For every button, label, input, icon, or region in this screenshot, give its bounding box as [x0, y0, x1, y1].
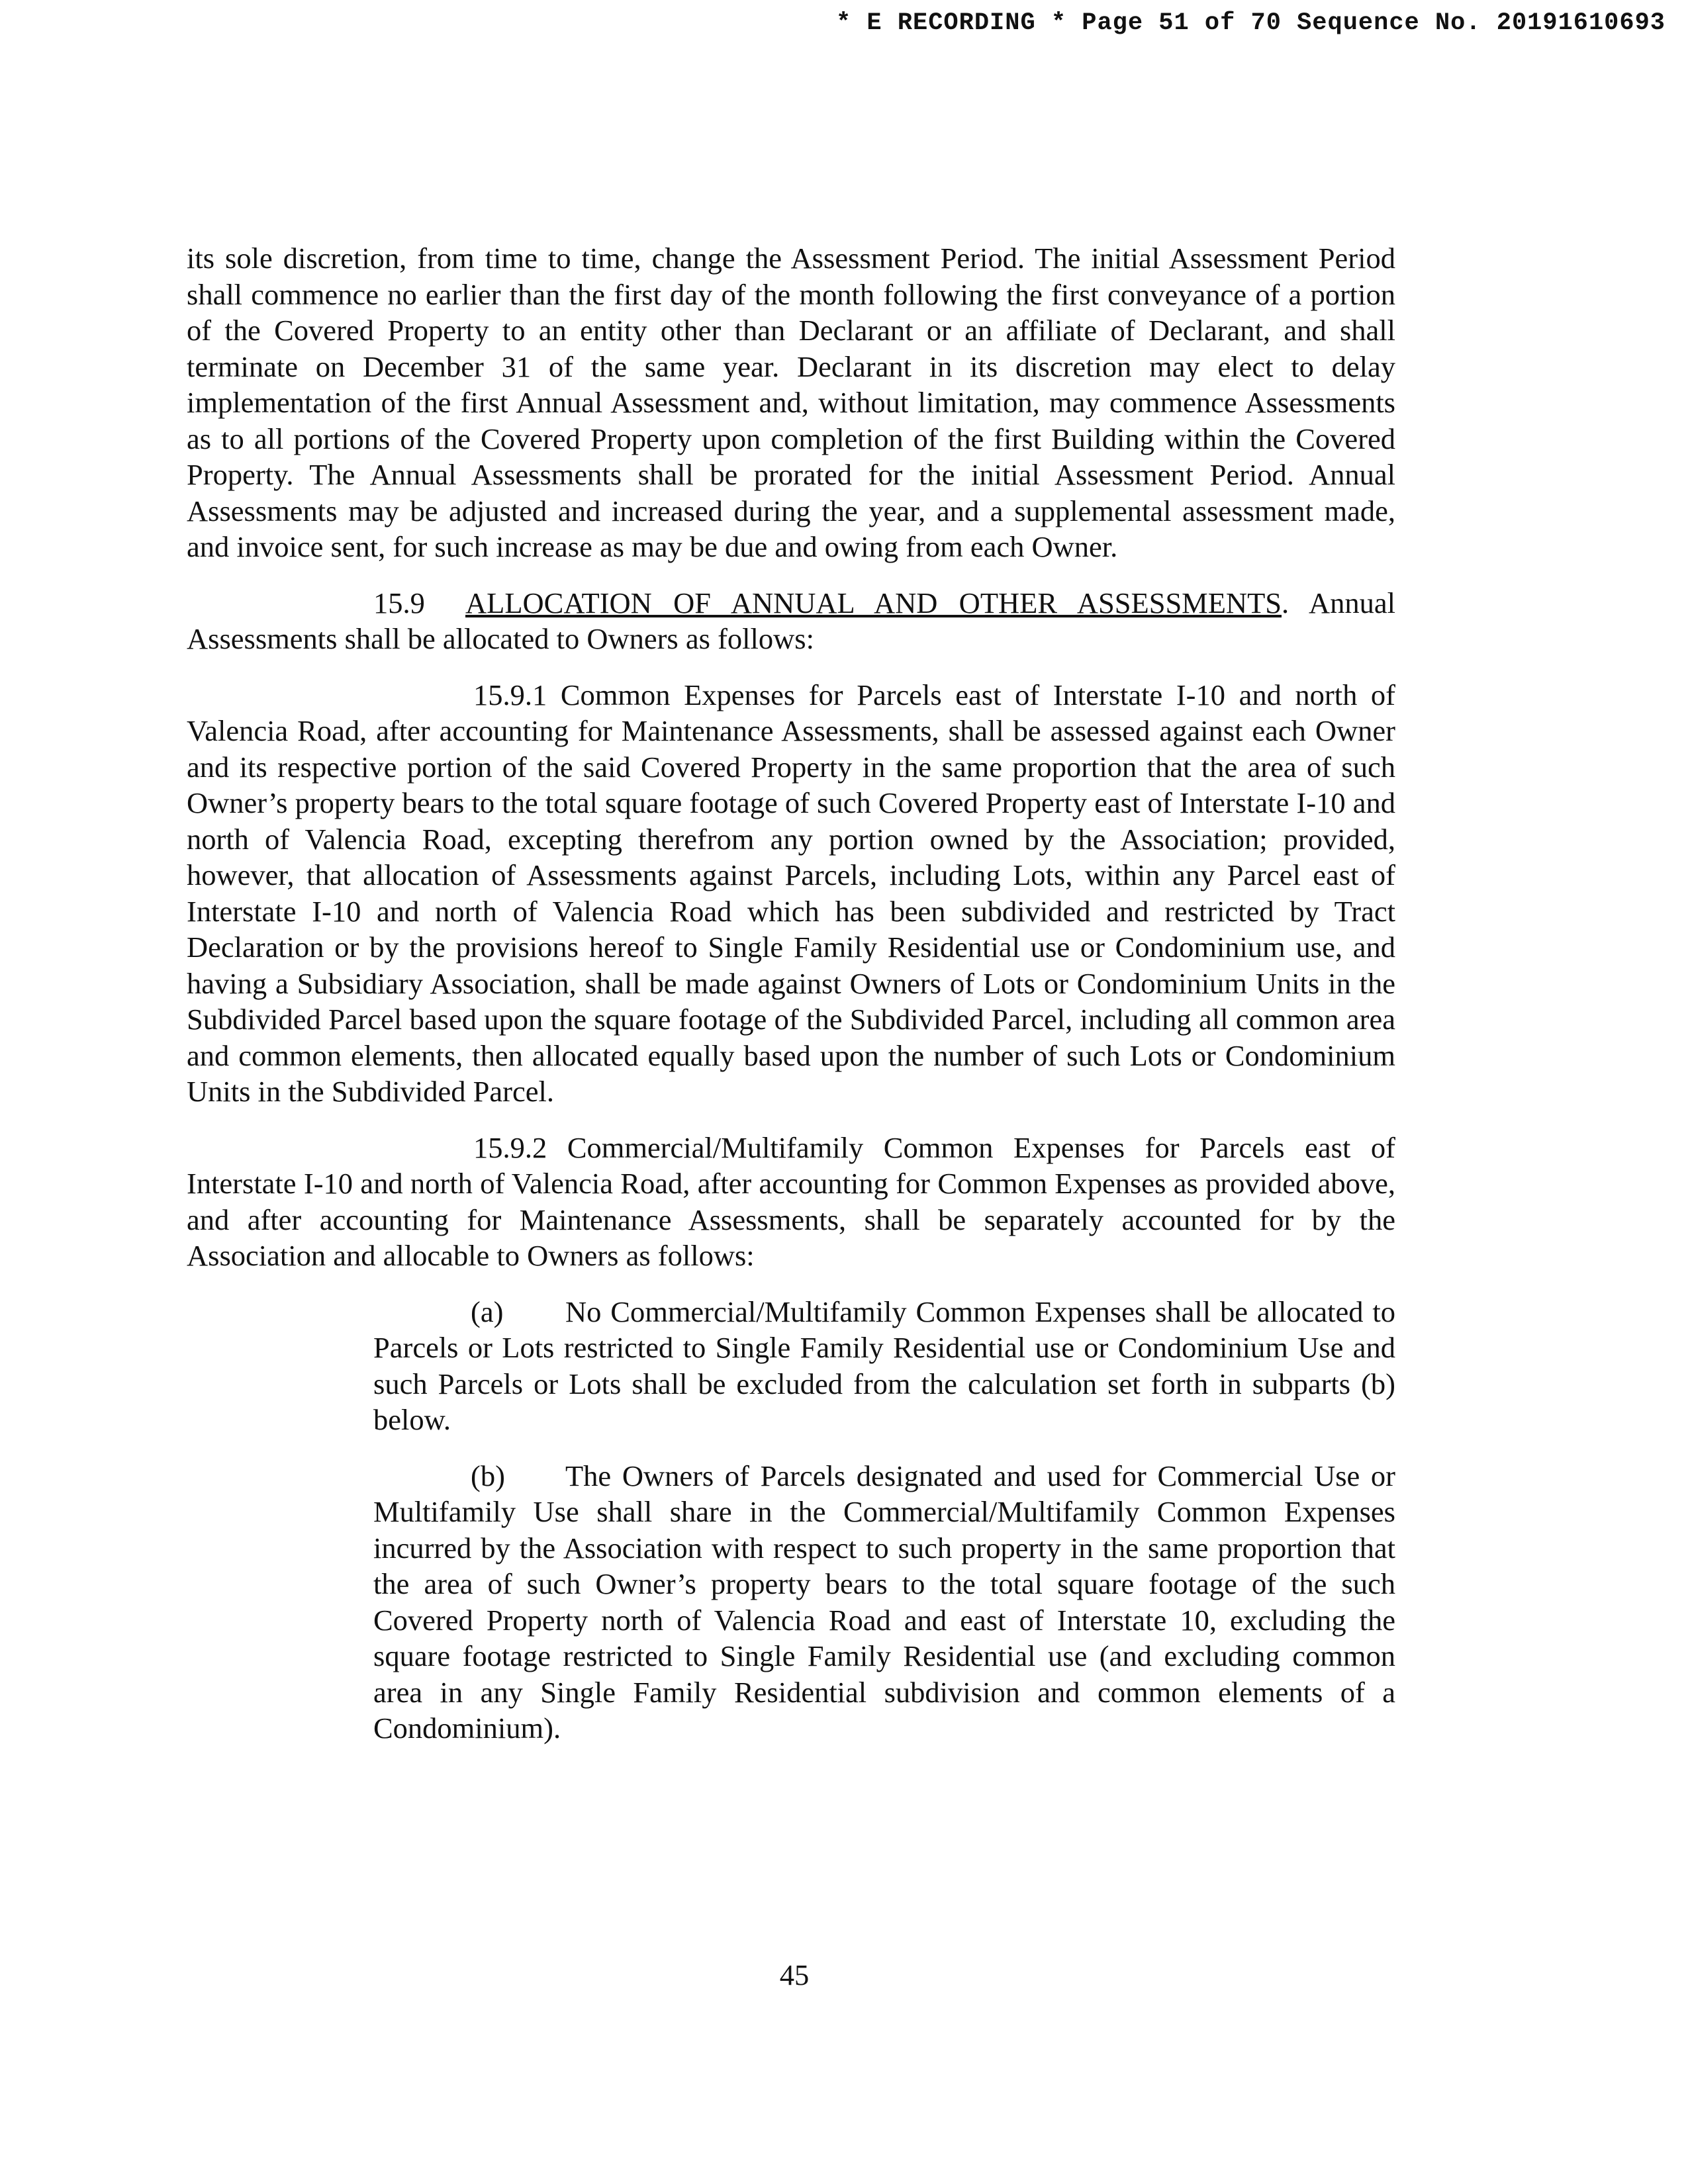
- subpart-b-paragraph: [373, 1458, 1395, 1747]
- section-15-9-2-paragraph: 15.9.2 Commercial/Multifamily Common Expenses for Parcels east of Interstate I-10 and north of Valencia Road, after accounting for Common Expenses as provided above, and after accounting for Maintenance Assessments, shall be separately accounted for by the Association and allocable to Owners as follows:: [187, 1130, 1395, 1272]
- page-number: 45: [779, 1958, 810, 1991]
- subpart-text: No Commercial/Multifamily Common Expenses shall be allocated to Parcels or Lots restricted to Single Family Residential use or Condominium Use and such Parcels or Lots shall be excluded from the calculation set forth in subparts (b) below.: [373, 1295, 1395, 1436]
- document-body: [187, 240, 1395, 1747]
- subpart-a-paragraph: [373, 1294, 1395, 1438]
- section-title-punct: .: [1282, 586, 1289, 619]
- intro-paragraph: its sole discretion, from time to time, change the Assessment Period. The initial Assessment Period shall commence no earlier than the first day of the month following the first conveyance of a portion of the Covered Property to an entity other than Declarant or an affiliate of Declarant, and shall terminate on December 31 of the same year. Declarant in its discretion may elect to delay implementation of the first Annual Assessment and, without limitation, may commence Assessments as to all portions of the Covered Property upon completion of the first Building within the Covered Property. The Annual Assessments shall be prorated for the initial Assessment Period. Annual Assessments may be adjusted and increased during the year, and a supplemental assessment made, and invoice sent, for such increase as may be due and owing from each Owner.: [187, 242, 1395, 563]
- section-15-9-paragraph: [187, 585, 1395, 657]
- recording-stamp: * E RECORDING * Page 51 of 70 Sequence No. 20191610693: [836, 9, 1665, 37]
- section-text: Annual Assessments shall be allocated to Owners as follows:: [187, 586, 1396, 655]
- subpart-text: The Owners of Parcels designated and used for Commercial Use or Multifamily Use shall share in the Commercial/Multifamily Common Expenses incurred by the Association with respect to such property in the same proportion that the area of such Owner’s property bears to the total square footage of the such Covered Property north of Valencia Road and east of Interstate 10, excluding the square footage restricted to Single Family Residential use (and excluding common area in any Single Family Residential subdivision and common elements of a Condominium).: [373, 1459, 1395, 1745]
- section-15-9-1-paragraph: 15.9.1 Common Expenses for Parcels east of Interstate I-10 and north of Valencia Road, after accounting for Maintenance Assessments, shall be assessed against each Owner and its respective portion of the said Covered Property in the same proportion that the area of such Owner’s property bears to the total square footage of such Covered Property east of Interstate I-10 and north of Valencia Road, excepting therefrom any portion owned by the Association; provided, however, that allocation of Assessments against Parcels, including Lots, within any Parcel east of Interstate I-10 and north of Valencia Road which has been subdivided and restricted by Tract Declaration or by the provisions hereof to Single Family Residential use or Condominium use, and having a Subsidiary Association, shall be made against Owners of Lots or Condominium Units in the Subdivided Parcel based upon the square footage of the Subdivided Parcel, including all common area and common elements, then allocated equally based upon the number of such Lots or Condominium Units in the Subdivided Parcel.: [187, 678, 1395, 1108]
- subpart-label: (a): [471, 1295, 504, 1328]
- section-number: 15.9: [373, 586, 425, 619]
- section-title: ALLOCATION OF ANNUAL AND OTHER ASSESSMENTS: [465, 586, 1282, 619]
- subpart-label: (b): [471, 1459, 505, 1492]
